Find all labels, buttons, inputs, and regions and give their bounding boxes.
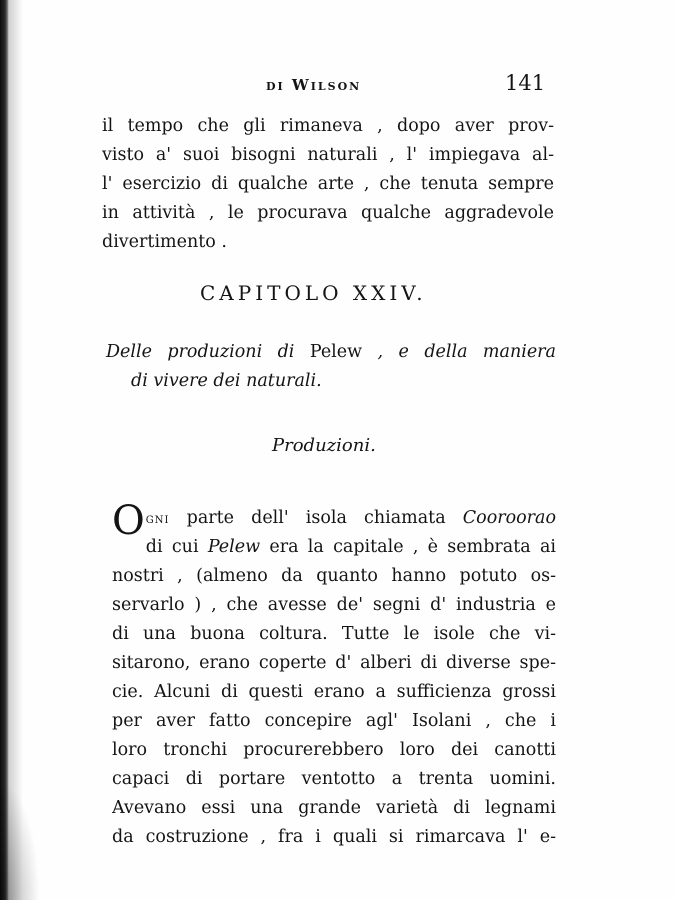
text-line: Avevano essi una grande varietà di legnami [112, 798, 556, 818]
continued-paragraph [102, 112, 554, 257]
text-line: in attività , le procurava qualche aggradevole [102, 203, 554, 223]
text-line: sitarono, erano coperte d' alberi di diverse spe- [112, 653, 556, 673]
body-paragraph [112, 498, 556, 852]
text-line [146, 533, 556, 562]
text-line: capaci di portare ventotto a trenta uomini. [112, 769, 556, 789]
subtitle-text: Delle produzioni di [106, 342, 310, 362]
section-heading: Produzioni. [272, 435, 376, 456]
subtitle-line [106, 338, 556, 367]
text-line: da costruzione , fra i quali si rimarcava l' e- [112, 827, 556, 847]
text-line: il tempo che gli rimaneva , dopo aver prov- [102, 116, 554, 136]
text-line [146, 504, 556, 533]
corner-shadow [0, 780, 40, 900]
text-line: divertimento . [102, 232, 227, 252]
text-line: nostri , (almeno da quanto hanno potuto os- [112, 566, 556, 586]
italic-place-name: Cooroorao [462, 508, 556, 528]
text-line: per aver fatto concepire agl' Isolani , che i [112, 711, 556, 731]
text-line: di una buona coltura. Tutte le isole che vi- [112, 624, 556, 644]
page-number: 141 [505, 71, 546, 95]
text-line: visto a' suoi bisogni naturali , l' impiegava al- [102, 145, 554, 165]
text-line: servarlo ) , che avesse de' segni d' industria e [112, 595, 556, 615]
text-line: l' esercizio di qualche arte , che tenuta sempre [102, 174, 554, 194]
drop-cap: O [112, 498, 145, 544]
text-line: cie. Alcuni di questi erano a sufficienza grossi [112, 682, 556, 702]
subtitle-place-name: Pelew [309, 342, 363, 362]
subtitle-line: di vivere dei naturali. [131, 371, 322, 391]
text-span: parte dell' isola chiamata [169, 508, 463, 528]
spine-shadow [9, 0, 23, 900]
small-caps-word: gni [145, 511, 170, 527]
book-spine [0, 0, 9, 900]
subtitle-text: , e della maniera [362, 342, 556, 362]
text-span: era la capitale , è sembrata ai [260, 537, 556, 557]
chapter-subtitle [106, 338, 556, 396]
text-line: loro tronchi procurerebbero loro dei canotti [112, 740, 556, 760]
italic-place-name: Pelew [207, 537, 261, 557]
chapter-title: CAPITOLO XXIV. [200, 281, 427, 305]
running-header: di Wilson [266, 76, 362, 94]
text-span: di cui [145, 537, 208, 557]
